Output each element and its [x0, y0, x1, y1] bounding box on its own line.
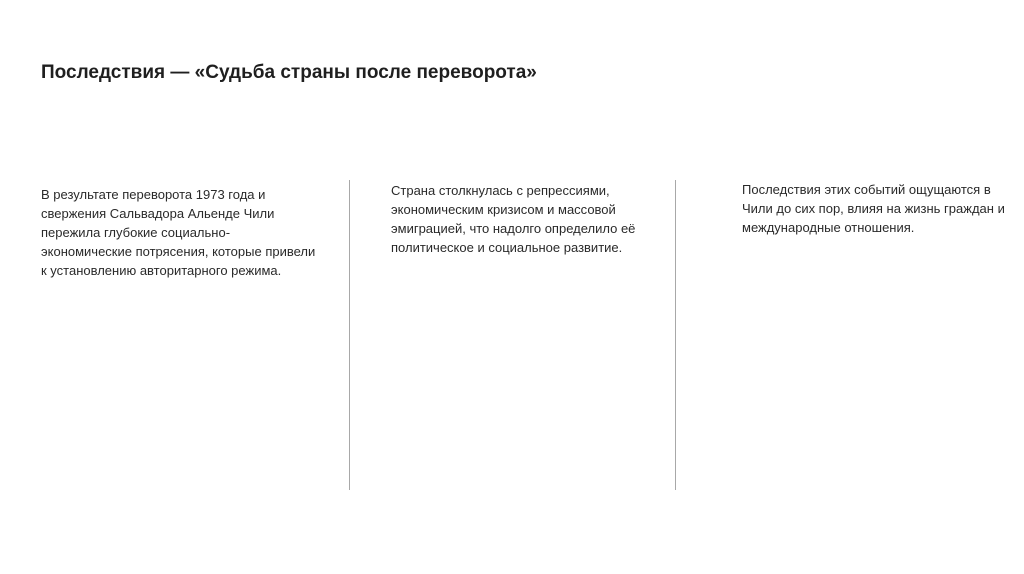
text-column-2: Страна столкнулась с репрессиями, экономическим кризисом и массовой эмиграцией, что надолго определило её политическое и социальное развитие.: [391, 183, 636, 255]
text-column-3: Последствия этих событий ощущаются в Чили до сих пор, влияя на жизнь граждан и международные отношения.: [742, 182, 1005, 235]
column-divider-1: [349, 180, 350, 490]
column-divider-2: [675, 180, 676, 490]
text-column-1: В результате переворота 1973 года и свержения Сальвадора Альенде Чили пережила глубокие социально-экономические потрясения, которые привели к установлению авторитарного режима.: [41, 187, 316, 278]
slide-title: Последствия — «Судьба страны после переворота»: [41, 62, 537, 83]
